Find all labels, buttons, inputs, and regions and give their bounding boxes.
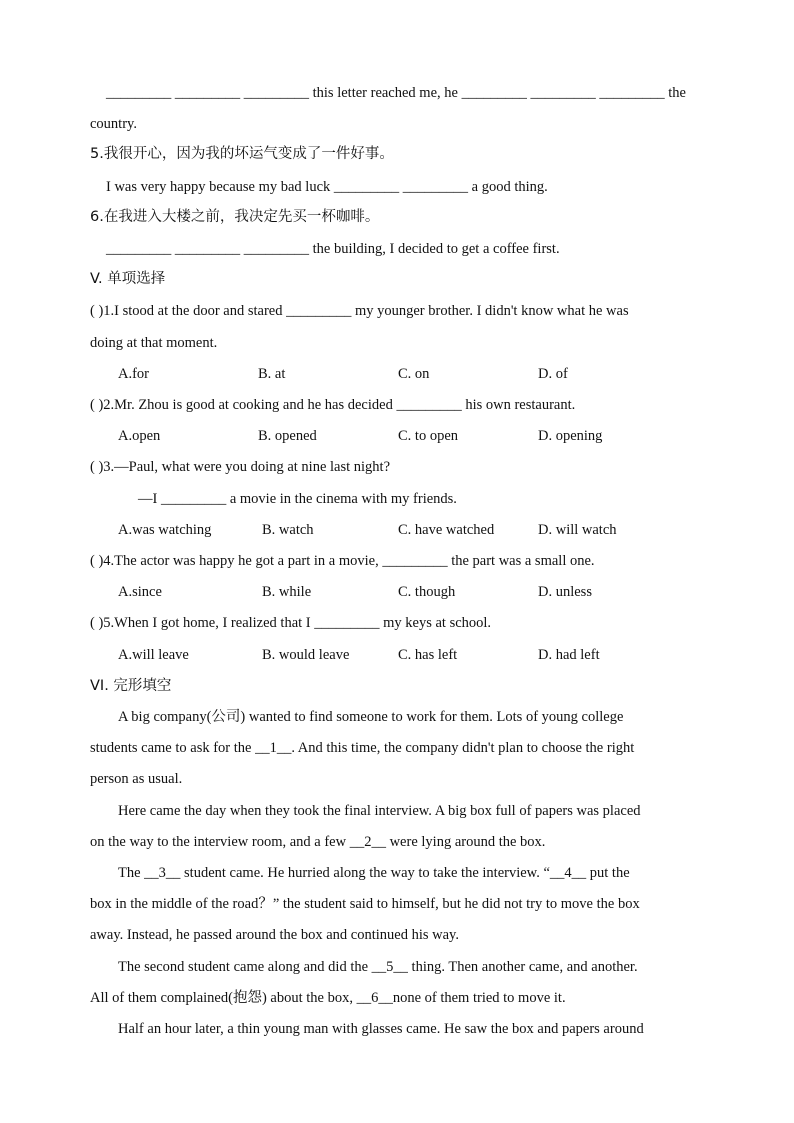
translation-4-answer-line: _________ _________ _________ this letter reached me, he _________ _________ _________ the	[106, 85, 686, 101]
question-4-option-a: A.since	[118, 584, 162, 600]
question-4-option-b: B. while	[262, 584, 312, 600]
question-1-stem: ( )1.I stood at the door and stared _________ my younger brother. I didn't know what he was	[90, 303, 629, 319]
cloze-paragraph-4-line-1: The second student came along and did the __5__ thing. Then another came, and another.	[118, 959, 638, 975]
question-3-option-d: D. will watch	[538, 522, 617, 538]
question-1-option-d: D. of	[538, 366, 568, 382]
question-5-option-a: A.will leave	[118, 647, 189, 663]
cloze-paragraph-2-line-2: on the way to the interview room, and a few __2__ were lying around the box.	[90, 834, 546, 850]
cloze-paragraph-3-line-3: away. Instead, he passed around the box and continued his way.	[90, 927, 459, 943]
question-5-option-b: B. would leave	[262, 647, 350, 663]
translation-6-answer-line: _________ _________ _________ the building, I decided to get a coffee first.	[106, 241, 560, 257]
cloze-paragraph-4-line-2: All of them complained(抱怨) about the box, __6__none of them tried to move it.	[90, 990, 566, 1006]
question-4-option-d: D. unless	[538, 584, 592, 600]
cloze-paragraph-3-line-2: box in the middle of the road？” the student said to himself, but he did not try to move the box	[90, 896, 640, 912]
question-4-option-c: C. though	[398, 584, 456, 600]
question-1-stem-continued: doing at that moment.	[90, 335, 218, 351]
translation-5-prompt: 5.我很开心，因为我的坏运气变成了一件好事。	[90, 146, 394, 162]
question-2-option-a: A.open	[118, 428, 161, 444]
section-vi-heading: VI. 完形填空	[90, 678, 172, 694]
question-5-stem: ( )5.When I got home, I realized that I _________ my keys at school.	[90, 615, 492, 631]
question-3-option-a: A.was watching	[118, 522, 212, 538]
question-2-stem: ( )2.Mr. Zhou is good at cooking and he has decided _________ his own restaurant.	[90, 397, 576, 413]
translation-5-answer-line: I was very happy because my bad luck _________ _________ a good thing.	[106, 179, 548, 195]
question-1-option-a: A.for	[118, 366, 150, 382]
translation-6-prompt: 6.在我进入大楼之前，我决定先买一杯咖啡。	[90, 209, 380, 225]
cloze-paragraph-3-line-1: The __3__ student came. He hurried along the way to take the interview. “__4__ put the	[118, 865, 630, 881]
question-3-option-b: B. watch	[262, 522, 314, 538]
cloze-paragraph-5-line-1: Half an hour later, a thin young man with glasses came. He saw the box and papers around	[118, 1021, 644, 1037]
question-5-option-c: C. has left	[398, 647, 458, 663]
question-2-option-b: B. opened	[258, 428, 317, 444]
question-1-option-b: B. at	[258, 366, 286, 382]
question-2-option-c: C. to open	[398, 428, 459, 444]
cloze-paragraph-1-line-2: students came to ask for the __1__. And this time, the company didn't plan to choose the right	[90, 740, 635, 756]
section-v-heading: V. 单项选择	[90, 271, 166, 287]
question-4-stem: ( )4.The actor was happy he got a part in a movie, _________ the part was a small one.	[90, 553, 595, 569]
cloze-paragraph-1-line-1: A big company(公司) wanted to find someone to work for them. Lots of young college	[118, 709, 624, 725]
question-3-option-c: C. have watched	[398, 522, 495, 538]
translation-4-continuation: country.	[90, 116, 137, 132]
cloze-paragraph-2-line-1: Here came the day when they took the final interview. A big box full of papers was placed	[118, 803, 641, 819]
question-5-option-d: D. had left	[538, 647, 600, 663]
question-3-response: —I _________ a movie in the cinema with my friends.	[138, 491, 457, 507]
cloze-paragraph-1-line-3: person as usual.	[90, 771, 183, 787]
question-3-stem: ( )3.—Paul, what were you doing at nine last night?	[90, 459, 391, 475]
question-2-option-d: D. opening	[538, 428, 603, 444]
question-1-option-c: C. on	[398, 366, 430, 382]
